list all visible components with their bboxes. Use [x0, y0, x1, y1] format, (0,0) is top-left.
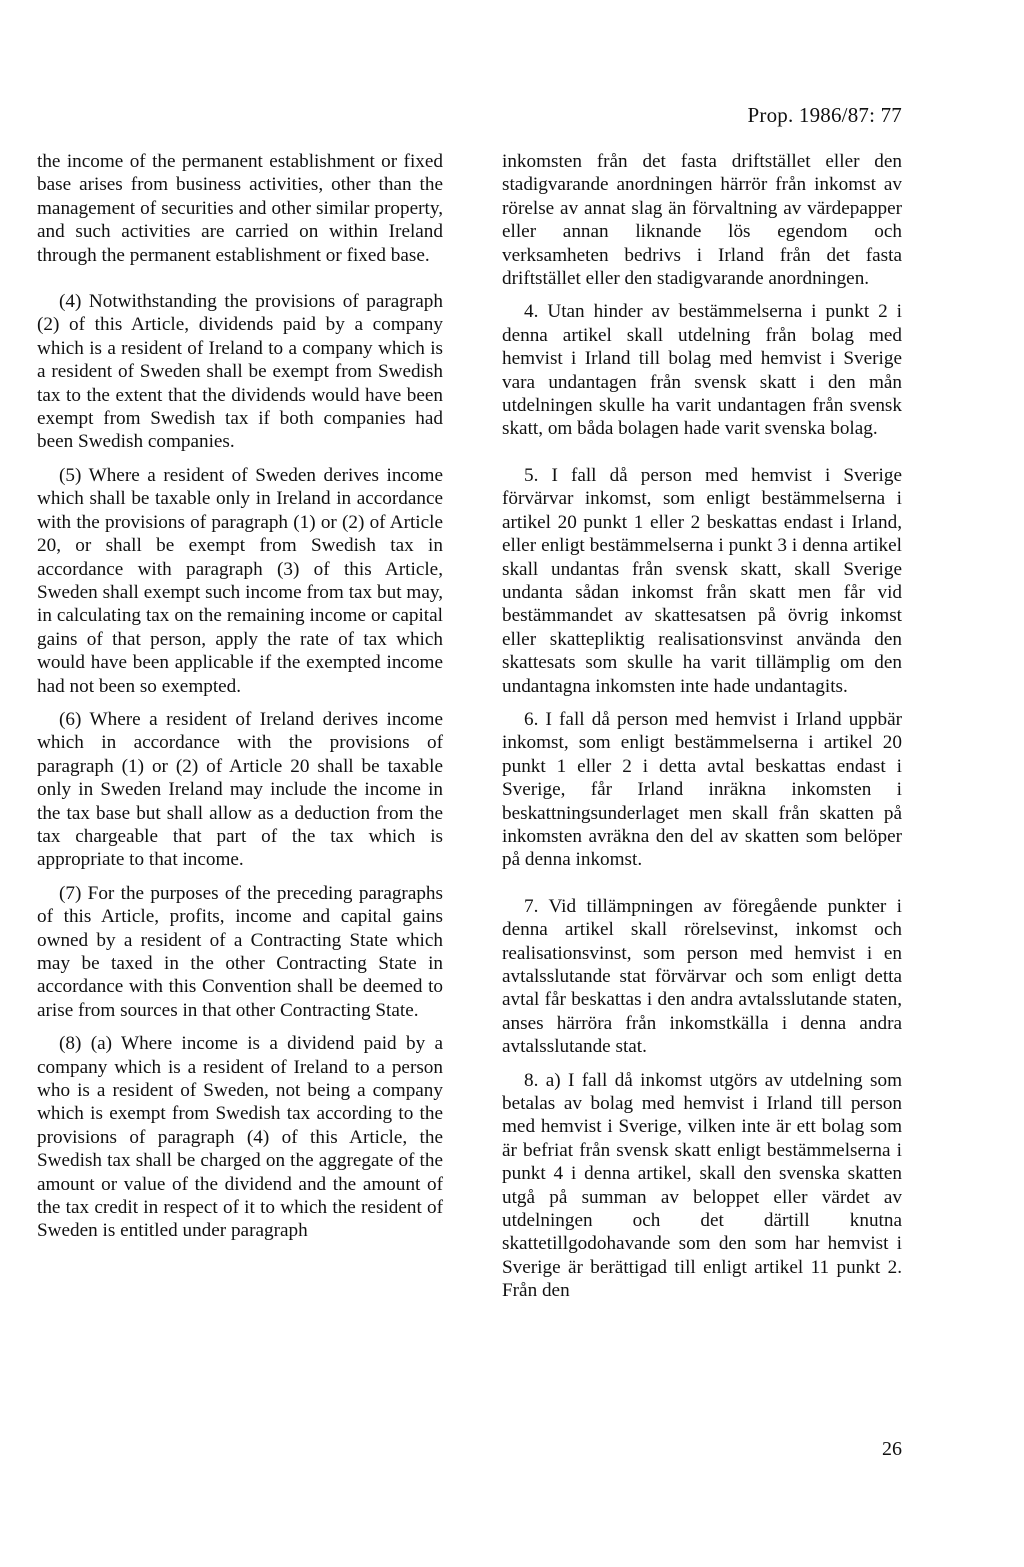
- punkt-4: 4. Utan hinder av bestämmelserna i punkt 2 i denna artikel skall utdelning från bolag med hemvist i Irland till bolag med hemvist i Sverige vara undantagen från svensk skatt i den mån utdelningen skulle ha varit undantagen från svensk skatt, om båda bolagen hade varit svenska bolag.: [502, 301, 902, 440]
- english-text-column: [37, 150, 443, 1243]
- paragraph-6: (6) Where a resident of Ireland derives income which in accordance with the provisions of paragraph (1) or (2) of Article 20 shall be taxable only in Sweden Ireland may include the income in the tax base but shall allow as a deduction from the tax chargeable that part of the tax which is appropriate to that income.: [37, 708, 443, 871]
- page-number: 26: [882, 1438, 902, 1460]
- paragraph-4: (4) Notwithstanding the provisions of paragraph (2) of this Article, dividends paid by a company which is a resident of Ireland to a company which is a resident of Sweden shall be exempt from Swedish tax to the extent that the dividends would have been exempt from Swedish tax if both companies had been Swedish companies.: [37, 291, 443, 453]
- paragraph-8a: (8) (a) Where income is a dividend paid by a company which is a resident of Ireland to a person who is a resident of Sweden, not being a company which is exempt from Swedish tax according to the provisions of paragraph (4) of this Article, the Swedish tax shall be charged on the aggregate of the amount or value of the dividend and the amount of the tax credit in respect of it to which the resident of Sweden is entitled under paragraph: [37, 1033, 443, 1242]
- paragraph-5: (5) Where a resident of Sweden derives income which shall be taxable only in Ireland in accordance with the provisions of paragraph (1) or (2) of Article 20, or shall be exempt from Swedish tax in accordance with paragraph (3) of this Article, Sweden shall exempt such income from tax but may, in calculating tax on the remaining income or capital gains of that person, apply the rate of tax which would have been applicable if the exempted income had not been so exempted.: [37, 464, 443, 697]
- paragraph-7: (7) For the purposes of the preceding paragraphs of this Article, profits, income and capital gains owned by a resident of a Contracting State which may be taxed in the other Contracting State in accordance with this Convention shall be deemed to arise from sources in that other Contracting State.: [37, 882, 443, 1021]
- stycke-fortsattning: inkomsten från det fasta driftstället eller den stadigvarande anordningen härrör från inkomst av rörelse av annat slag än förvaltning av värdepapper eller annan liknande lös egendom och verksamheten bedrivs i Irland från det fasta driftstället eller den stadigvarande anordningen.: [502, 151, 902, 290]
- punkt-8a: 8. a) I fall då inkomst utgörs av utdelning som betalas av bolag med hemvist i Irland till person med hemvist i Sverige, vilken inte är ett bolag som är befriat från svensk skatt enligt bestämmelserna i punkt 4 i denna artikel, skall den svenska skatten utgå på summan av beloppet eller värdet av utdelningen och det därtill knutna skattetillgodohavande som den som har hemvist i Sverige är berättigad till enligt artikel 11 punkt 2. Från den: [502, 1069, 902, 1302]
- punkt-7: 7. Vid tillämpningen av föregående punkter i denna artikel skall rörelsevinst, inkomst och realisationsvinst, som person med hemvist i en avtalsslutande stat förvärvar och som enligt detta avtal får beskattas i den andra avtalsslutande staten, anses härröra från inkomstkälla i denna andra avtalsslutande stat.: [502, 895, 902, 1058]
- punkt-5: 5. I fall då person med hemvist i Sverige förvärvar inkomst, som enligt bestämmelserna i artikel 20 punkt 1 eller 2 beskattas endast i Irland, eller enligt bestämmelserna i punkt 3 i denna artikel skall undantas från svensk skatt, skall Sverige undanta sådan inkomst från skatt men får vid bestämmandet av skattesatsen på övrig inkomst eller skattepliktig realisationsvinst använda den skattesats som skulle ha varit tillämplig om den undantagna inkomsten inte hade undantagits.: [502, 464, 902, 697]
- swedish-text-column: [502, 150, 902, 1303]
- punkt-6: 6. I fall då person med hemvist i Irland uppbär inkomst, som enligt bestämmelserna i artikel 20 punkt 1 eller 2 i detta avtal beskattas endast i Sverige, får Irland inräkna inkomsten i beskattningsunderlaget men skall från skatten på inkomsten avräkna den del av skatten som belöper på denna inkomst.: [502, 708, 902, 871]
- paragraph-continuation: the income of the permanent establishment or fixed base arises from business activities, other than the management of securities and other similar property, and such activities are carried on within Ireland through the permanent establishment or fixed base.: [37, 151, 443, 266]
- document-reference: Prop. 1986/87: 77: [747, 103, 902, 127]
